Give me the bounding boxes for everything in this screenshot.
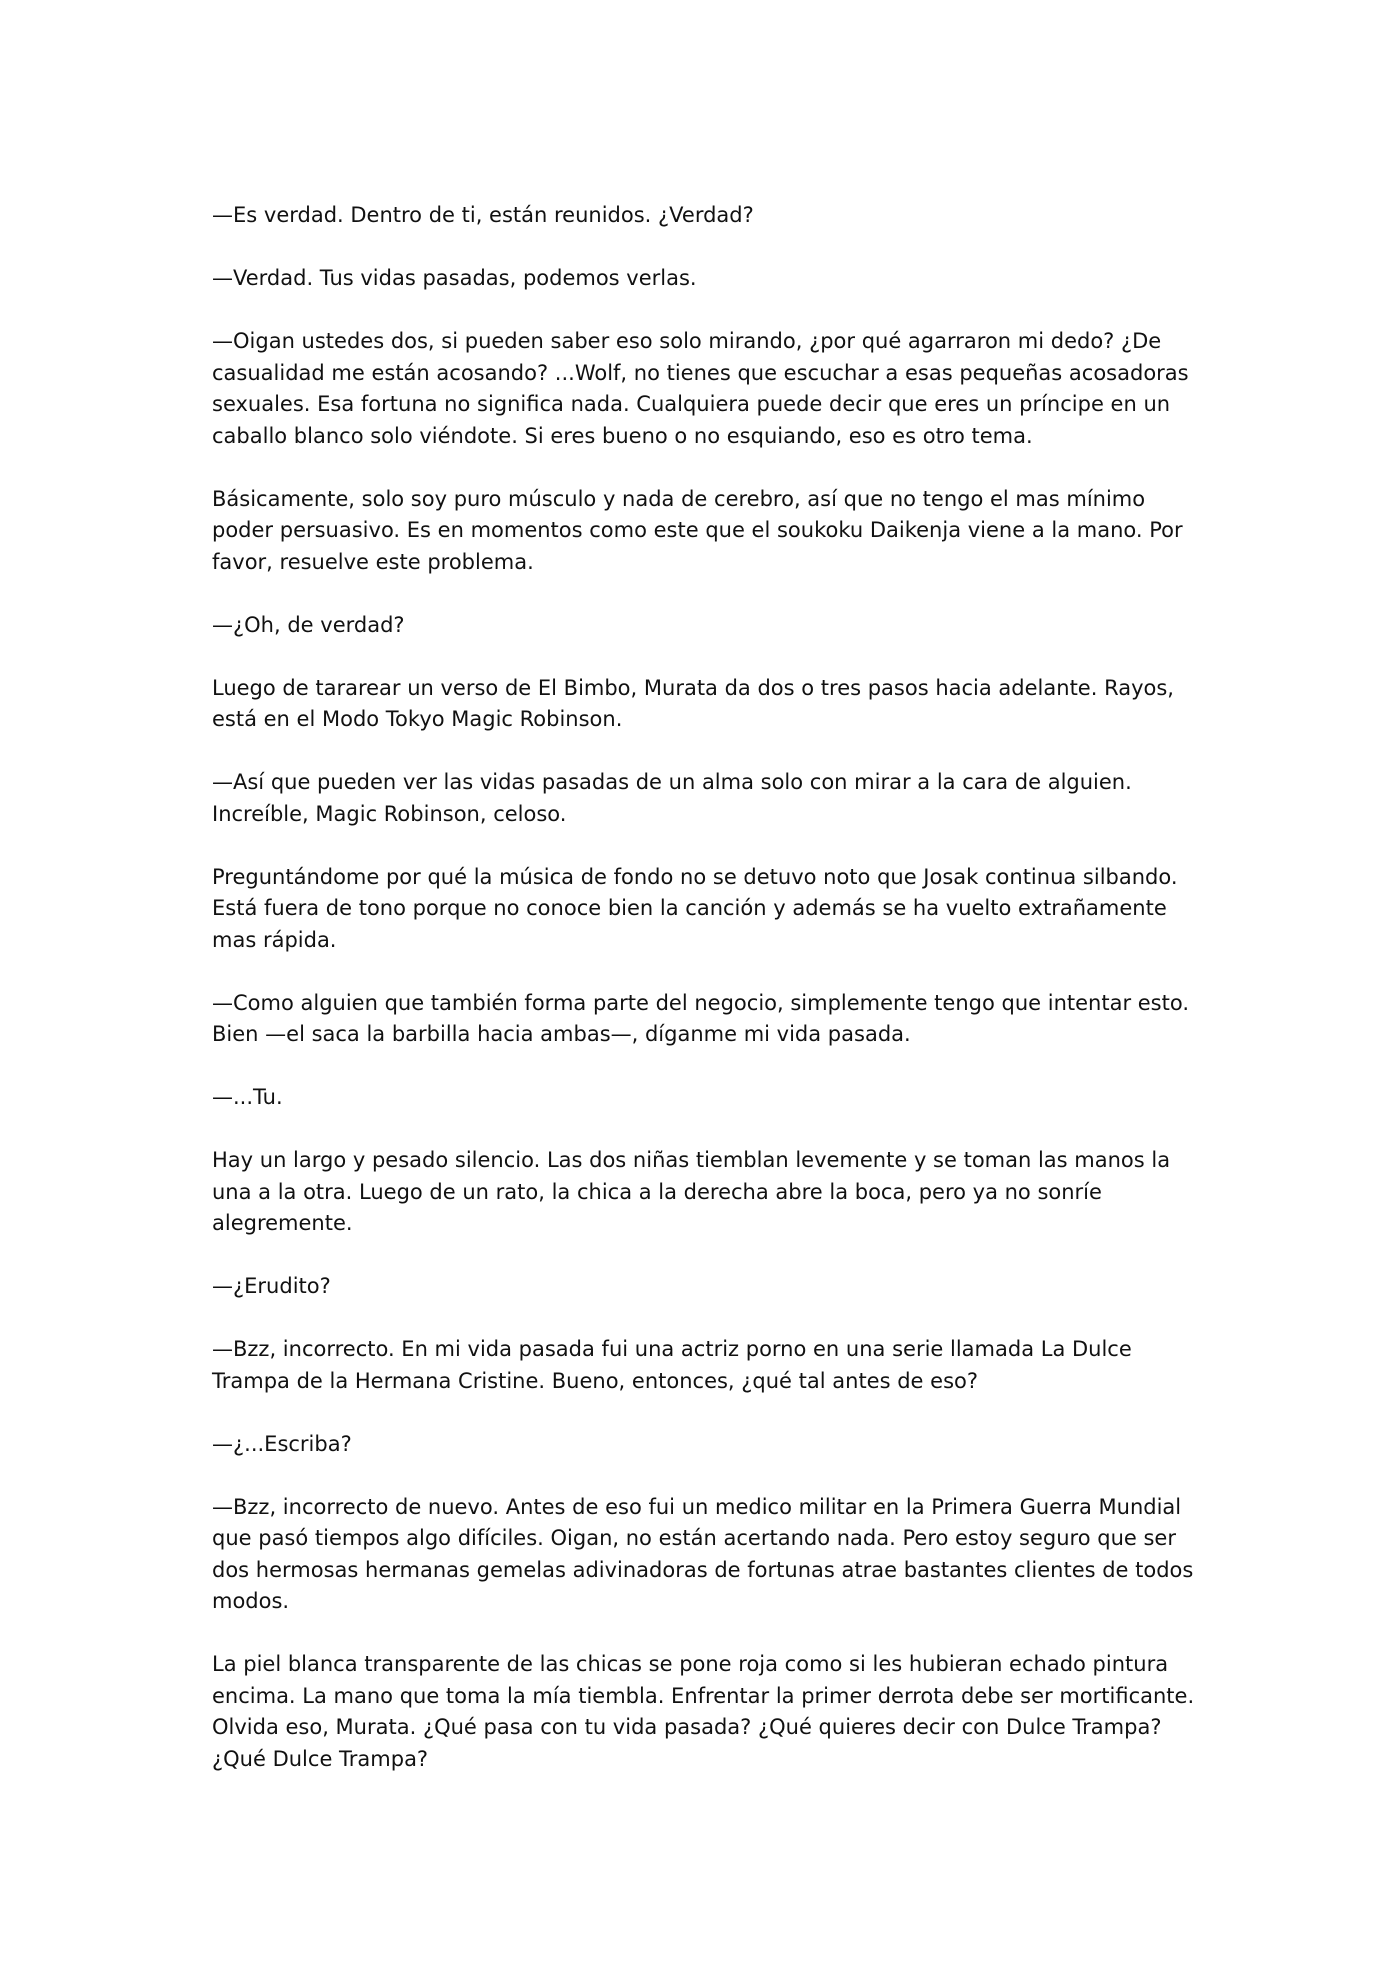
paragraph: —¿Erudito?: [212, 1274, 331, 1298]
paragraph: —¿...Escriba?: [212, 1431, 352, 1456]
paragraph: Preguntándome por qué la música de fondo no se detuvo noto que Josak continua silbando. Está fuera de tono porque no conoce bien la canción y además se ha vuelto extrañamente mas rápida.: [212, 864, 1178, 952]
paragraph: —Bzz, incorrecto. En mi vida pasada fui una actriz porno en una serie llamada La Dulce Trampa de la Hermana Cristine. Bueno, entonces, ¿qué tal antes de eso?: [212, 1337, 1132, 1393]
paragraph: Luego de tararear un verso de El Bimbo, Murata da dos o tres pasos hacia adelante. Rayos, está en el Modo Tokyo Magic Robinson.: [212, 675, 1174, 731]
paragraph: —...Tu.: [212, 1085, 283, 1109]
paragraph: —Así que pueden ver las vidas pasadas de un alma solo con mirar a la cara de alguien. Increíble, Magic Robinson, celoso.: [212, 770, 1132, 826]
body-text: [212, 200, 1212, 1807]
paragraph: —Oigan ustedes dos, si pueden saber eso solo mirando, ¿por qué agarraron mi dedo? ¿De casualidad me están acosando? ...Wolf, no tienes que escuchar a esas pequeñas acosadoras sexuales. Esa fortuna no significa nada. Cualquiera puede decir que eres un príncipe en un caballo blanco solo viéndote. Si eres bueno o no esquiando, eso es otro tema.: [212, 329, 1189, 448]
paragraph: —¿Oh, de verdad?: [212, 612, 405, 637]
paragraph: —Verdad. Tus vidas pasadas, podemos verlas.: [212, 266, 697, 290]
paragraph: La piel blanca transparente de las chicas se pone roja como si les hubieran echado pintura encima. La mano que toma la mía tiembla. Enfrentar la primer derrota debe ser mortificante. Olvida eso, Murata. ¿Qué pasa con tu vida pasada? ¿Qué quieres decir con Dulce Trampa? ¿Qué Dulce Trampa?: [212, 1652, 1195, 1771]
paragraph: Hay un largo y pesado silencio. Las dos niñas tiemblan levemente y se toman las manos la una a la otra. Luego de un rato, la chica a la derecha abre la boca, pero ya no sonríe alegremente.: [212, 1148, 1171, 1235]
paragraph: —Bzz, incorrecto de nuevo. Antes de eso fui un medico militar en la Primera Guerra Mundial que pasó tiempos algo difíciles. Oigan, no están acertando nada. Pero estoy seguro que ser dos hermosas hermanas gemelas adivinadoras de fortunas atrae bastantes clientes de todos modos.: [212, 1494, 1194, 1613]
paragraph: —Es verdad. Dentro de ti, están reunidos. ¿Verdad?: [212, 203, 754, 227]
paragraph: —Como alguien que también forma parte del negocio, simplemente tengo que intentar esto. Bien —el saca la barbilla hacia ambas—, díganme mi vida pasada.: [212, 990, 1190, 1046]
paragraph: Básicamente, solo soy puro músculo y nada de cerebro, así que no tengo el mas mínimo poder persuasivo. Es en momentos como este que el soukoku Daikenja viene a la mano. Por favor, resuelve este problema.: [212, 486, 1183, 574]
